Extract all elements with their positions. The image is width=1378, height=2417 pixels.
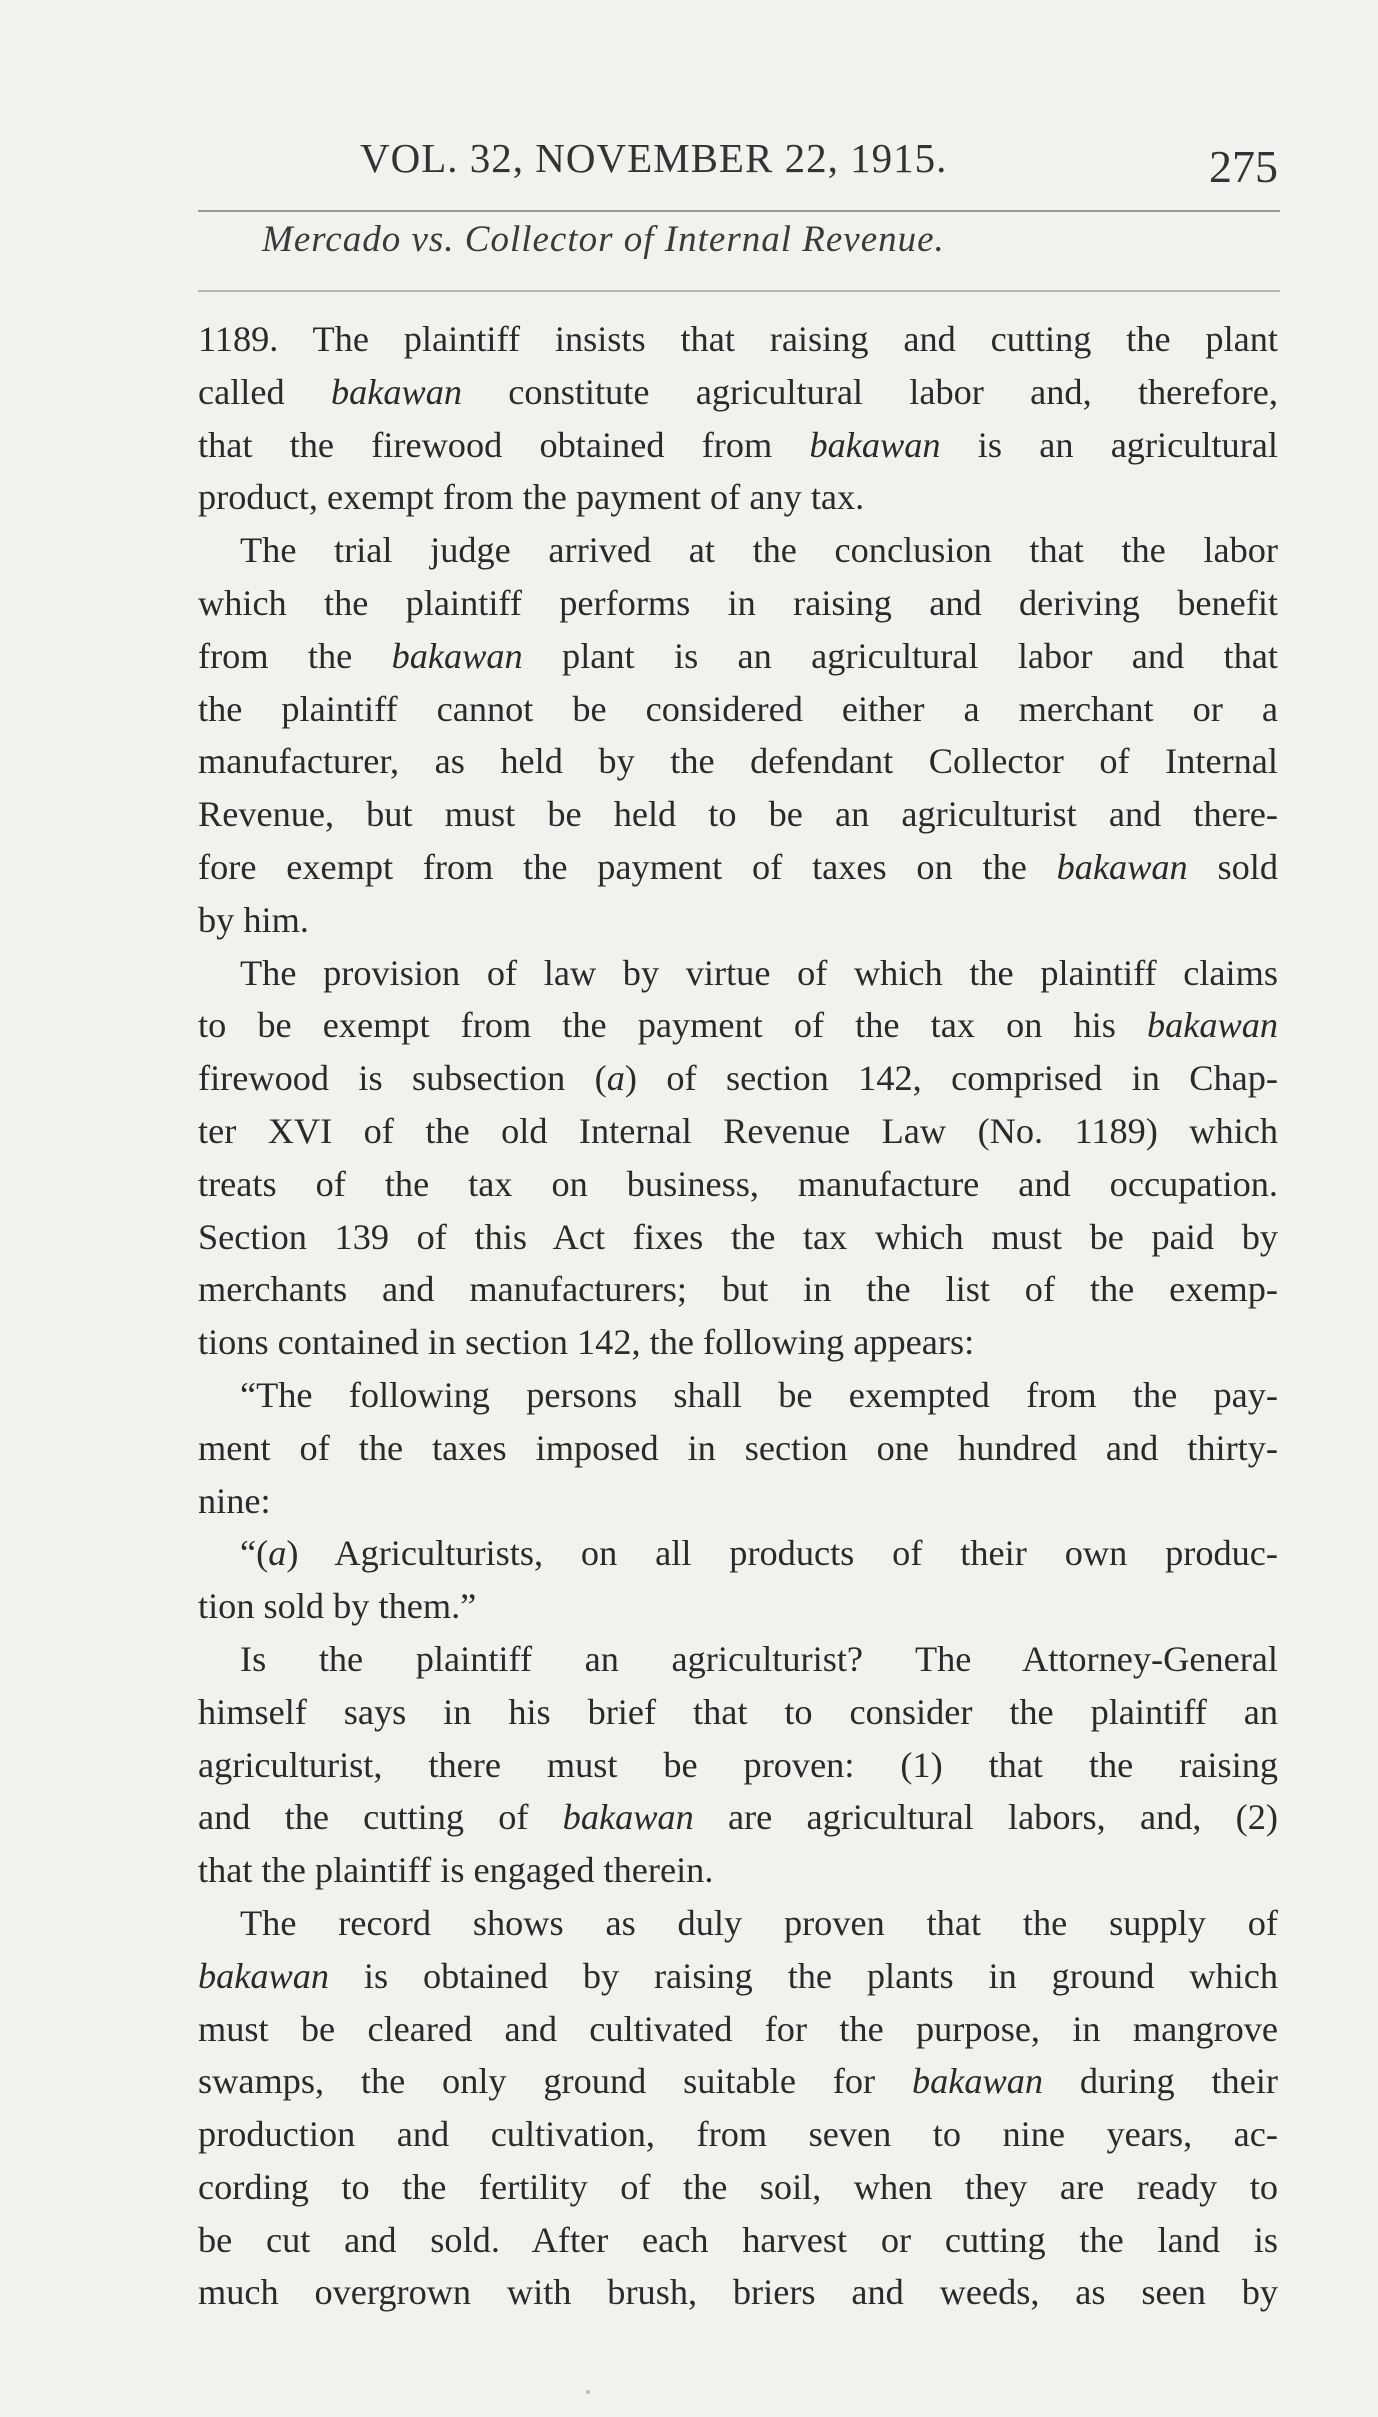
text-line: Revenue, but must be held to be an agriculturist and there- <box>198 794 1278 835</box>
text-line: agriculturist, there must be proven: (1) that the raising <box>198 1744 1278 1785</box>
text-line: cording to the fertility of the soil, when they are ready to <box>198 2166 1278 2207</box>
text-line: and the cutting of bakawan are agricultural labors, and, (2) <box>198 1797 1278 1838</box>
header-rule-top <box>198 210 1280 212</box>
text-line: that the plaintiff is engaged therein. <box>198 1850 714 1891</box>
text-line: firewood is subsection (a) of section 142, comprised in Chap- <box>198 1058 1278 1099</box>
text-line: that the firewood obtained from bakawan is an agricultural <box>198 424 1278 465</box>
text-line: The provision of law by virtue of which the plaintiff claims <box>240 952 1278 993</box>
text-line: manufacturer, as held by the defendant Collector of Internal <box>198 741 1278 782</box>
text-line: fore exempt from the payment of taxes on the bakawan sold <box>198 846 1278 887</box>
text-line: product, exempt from the payment of any tax. <box>198 477 865 518</box>
text-line: bakawan is obtained by raising the plants in ground which <box>198 1955 1278 1996</box>
text-line: 1189. The plaintiff insists that raising and cutting the plant <box>198 319 1278 359</box>
text-line: treats of the tax on business, manufacture and occupation. <box>198 1163 1278 1204</box>
text-line: much overgrown with brush, briers and weeds, as seen by <box>198 2272 1278 2313</box>
text-line: The record shows as duly proven that the supply of <box>240 1902 1278 1943</box>
text-line: to be exempt from the payment of the tax on his bakawan <box>198 1005 1278 1046</box>
text-line: “(a) Agriculturists, on all products of their own produc- <box>240 1533 1278 1574</box>
body-text <box>198 313 1278 2319</box>
text-line: Section 139 of this Act fixes the tax which must be paid by <box>198 1216 1278 1257</box>
text-line: be cut and sold. After each harvest or cutting the land is <box>198 2219 1278 2260</box>
running-head <box>200 120 1280 200</box>
text-line: “The following persons shall be exempted from the pay- <box>240 1374 1278 1415</box>
text-line: tions contained in section 142, the following appears: <box>198 1322 975 1363</box>
text-line: ter XVI of the old Internal Revenue Law (No. 1189) which <box>198 1110 1278 1151</box>
text-line: merchants and manufacturers; but in the list of the exemp- <box>198 1269 1278 1310</box>
text-line: tion sold by them.” <box>198 1586 477 1627</box>
text-line: must be cleared and cultivated for the purpose, in mangrove <box>198 2008 1278 2049</box>
page-number: 275 <box>1209 141 1278 192</box>
text-line: Is the plaintiff an agriculturist? The Attorney-General <box>240 1638 1278 1679</box>
text-line: which the plaintiff performs in raising and deriving benefit <box>198 582 1278 623</box>
text-line: nine: <box>198 1480 271 1521</box>
text-line: himself says in his brief that to consider the plaintiff an <box>198 1691 1278 1732</box>
header-rule-bottom <box>198 290 1280 292</box>
text-line: swamps, the only ground suitable for bakawan during their <box>198 2061 1278 2102</box>
text-line: The trial judge arrived at the conclusion that the labor <box>240 530 1278 571</box>
text-line: from the bakawan plant is an agricultural labor and that <box>198 635 1278 676</box>
text-line: ment of the taxes imposed in section one hundred and thirty- <box>198 1427 1278 1468</box>
volume-date-line: VOL. 32, NOVEMBER 22, 1915. <box>360 135 948 181</box>
text-line: the plaintiff cannot be considered either a merchant or a <box>198 688 1278 729</box>
text-line: production and cultivation, from seven to nine years, ac- <box>198 2114 1278 2155</box>
scan-speck <box>586 2390 590 2394</box>
text-line: called bakawan constitute agricultural labor and, therefore, <box>198 371 1278 412</box>
text-line: by him. <box>198 899 309 940</box>
case-title: Mercado vs. Collector of Internal Revenue. <box>262 219 945 260</box>
